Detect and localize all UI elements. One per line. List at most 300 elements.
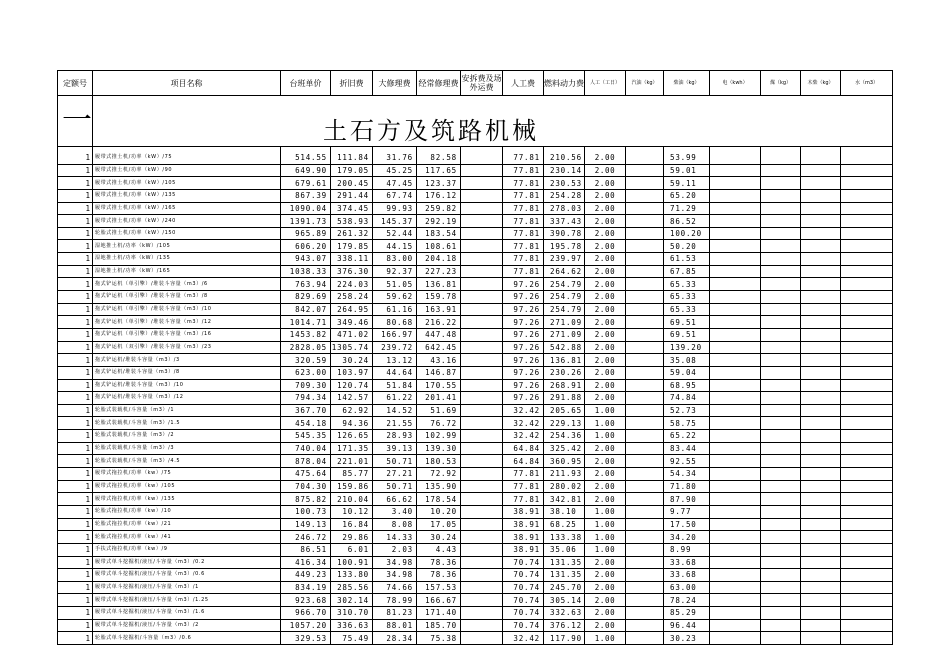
cell-wood bbox=[801, 455, 841, 468]
cell-elec bbox=[710, 366, 761, 379]
cell-gasoline bbox=[626, 278, 664, 291]
cell-diesel: 17.50 bbox=[664, 518, 710, 531]
cell-name: 拖式铲运机（单引擎）/堆装斗容量（m3）/16 bbox=[93, 328, 281, 341]
cell-install bbox=[461, 189, 503, 202]
cell-install bbox=[461, 341, 503, 354]
cell-overhaul: 51.84 bbox=[373, 379, 417, 392]
cell-elec bbox=[710, 505, 761, 518]
cell-diesel: 30.23 bbox=[664, 632, 710, 645]
cell-code: 1 bbox=[58, 468, 93, 481]
cell-overhaul: 51.05 bbox=[373, 278, 417, 291]
cell-diesel: 83.44 bbox=[664, 442, 710, 455]
cell-gasoline bbox=[626, 607, 664, 620]
cell-labor: 97.26 bbox=[503, 366, 544, 379]
cell-diesel: 52.73 bbox=[664, 404, 710, 417]
cell-labor: 97.26 bbox=[503, 341, 544, 354]
cell-repair: 642.45 bbox=[417, 341, 461, 354]
cell-labor: 77.81 bbox=[503, 240, 544, 253]
cell-price: 514.55 bbox=[281, 152, 331, 164]
header-price: 台班单价 bbox=[281, 71, 331, 96]
cell-price: 966.70 bbox=[281, 607, 331, 620]
cell-workday: 2.00 bbox=[585, 303, 626, 316]
cell-price: 763.94 bbox=[281, 278, 331, 291]
cell-workday: 2.00 bbox=[585, 366, 626, 379]
cell-install bbox=[461, 227, 503, 240]
cell-price: 1014.71 bbox=[281, 316, 331, 329]
cell-workday: 2.00 bbox=[585, 442, 626, 455]
cell-overhaul: 44.15 bbox=[373, 240, 417, 253]
cell-wood bbox=[801, 468, 841, 481]
cell-depr: 111.84 bbox=[331, 152, 373, 164]
cell-coal bbox=[761, 152, 801, 164]
cell-diesel: 58.75 bbox=[664, 417, 710, 430]
cell-overhaul: 66.62 bbox=[373, 493, 417, 506]
cell-install bbox=[461, 316, 503, 329]
cell-price: 875.82 bbox=[281, 493, 331, 506]
cell-install bbox=[461, 253, 503, 266]
cell-overhaul: 2.03 bbox=[373, 543, 417, 556]
table-row bbox=[58, 531, 893, 544]
cell-install bbox=[461, 442, 503, 455]
cell-coal bbox=[761, 366, 801, 379]
cell-name: 湿地推土机/功率（kW）/105 bbox=[93, 240, 281, 253]
cell-wood bbox=[801, 227, 841, 240]
cell-name: 履带式拖拉机/功率（kw）/75 bbox=[93, 468, 281, 481]
cell-wood bbox=[801, 291, 841, 304]
cell-water bbox=[841, 556, 893, 569]
cell-diesel: 33.68 bbox=[664, 556, 710, 569]
cell-diesel: 85.29 bbox=[664, 607, 710, 620]
cell-repair: 78.36 bbox=[417, 556, 461, 569]
cell-gasoline bbox=[626, 455, 664, 468]
cell-labor: 77.81 bbox=[503, 164, 544, 177]
section-title: 土石方及筑路机械 bbox=[93, 96, 893, 147]
cell-fuel: 210.56 bbox=[544, 152, 585, 164]
cell-water bbox=[841, 240, 893, 253]
cell-name: 轮胎式拖拉机/功率（kw）/21 bbox=[93, 518, 281, 531]
cell-repair: 4.43 bbox=[417, 543, 461, 556]
cell-diesel: 59.04 bbox=[664, 366, 710, 379]
cell-repair: 135.90 bbox=[417, 480, 461, 493]
cell-wood bbox=[801, 493, 841, 506]
cell-water bbox=[841, 177, 893, 190]
cell-fuel: 305.14 bbox=[544, 594, 585, 607]
cell-fuel: 229.13 bbox=[544, 417, 585, 430]
cell-coal bbox=[761, 442, 801, 455]
cell-price: 679.61 bbox=[281, 177, 331, 190]
cell-code: 1 bbox=[58, 328, 93, 341]
cell-overhaul: 59.62 bbox=[373, 291, 417, 304]
cell-overhaul: 78.99 bbox=[373, 594, 417, 607]
cell-code: 1 bbox=[58, 341, 93, 354]
cell-diesel: 96.44 bbox=[664, 619, 710, 632]
cell-overhaul: 47.45 bbox=[373, 177, 417, 190]
cell-name: 手扶式拖拉机/功率（kw）/9 bbox=[93, 543, 281, 556]
cell-wood bbox=[801, 480, 841, 493]
cell-code: 1 bbox=[58, 480, 93, 493]
cell-workday: 2.00 bbox=[585, 480, 626, 493]
cell-workday: 1.00 bbox=[585, 430, 626, 443]
cell-labor: 38.91 bbox=[503, 531, 544, 544]
cell-name: 履带式单斗挖掘机/液压/斗容量（m3）/2 bbox=[93, 619, 281, 632]
header-coal: 煤（kg） bbox=[761, 71, 801, 96]
cell-depr: 538.93 bbox=[331, 215, 373, 228]
cell-elec bbox=[710, 316, 761, 329]
cell-install bbox=[461, 518, 503, 531]
cell-water bbox=[841, 189, 893, 202]
cell-diesel: 8.99 bbox=[664, 543, 710, 556]
cell-price: 867.39 bbox=[281, 189, 331, 202]
cell-fuel: 35.06 bbox=[544, 543, 585, 556]
cell-price: 878.04 bbox=[281, 455, 331, 468]
cell-repair: 170.55 bbox=[417, 379, 461, 392]
cell-elec bbox=[710, 328, 761, 341]
cell-gasoline bbox=[626, 202, 664, 215]
cell-fuel: 264.62 bbox=[544, 265, 585, 278]
cell-gasoline bbox=[626, 417, 664, 430]
cell-fuel: 360.95 bbox=[544, 455, 585, 468]
cell-gasoline bbox=[626, 240, 664, 253]
cell-depr: 103.97 bbox=[331, 366, 373, 379]
cell-price: 649.90 bbox=[281, 164, 331, 177]
cell-coal bbox=[761, 227, 801, 240]
cell-gasoline bbox=[626, 493, 664, 506]
cell-repair: 136.81 bbox=[417, 278, 461, 291]
cell-water bbox=[841, 505, 893, 518]
cell-coal bbox=[761, 341, 801, 354]
cell-diesel: 34.20 bbox=[664, 531, 710, 544]
cell-depr: 179.85 bbox=[331, 240, 373, 253]
cell-workday: 2.00 bbox=[585, 253, 626, 266]
cell-gasoline bbox=[626, 265, 664, 278]
cell-workday: 1.00 bbox=[585, 632, 626, 645]
cell-depr: 376.30 bbox=[331, 265, 373, 278]
cell-depr: 310.70 bbox=[331, 607, 373, 620]
cell-gasoline bbox=[626, 253, 664, 266]
cell-water bbox=[841, 404, 893, 417]
cell-gasoline bbox=[626, 366, 664, 379]
cell-labor: 70.74 bbox=[503, 619, 544, 632]
cell-diesel: 78.24 bbox=[664, 594, 710, 607]
cell-labor: 64.84 bbox=[503, 455, 544, 468]
cell-depr: 62.92 bbox=[331, 404, 373, 417]
cell-workday: 2.00 bbox=[585, 240, 626, 253]
cell-depr: 302.14 bbox=[331, 594, 373, 607]
cell-name: 拖式铲运机/堆装斗容量（m3）/3 bbox=[93, 354, 281, 367]
cell-workday: 2.00 bbox=[585, 468, 626, 481]
cell-water bbox=[841, 341, 893, 354]
cell-name: 湿地推土机/功率（kW）/165 bbox=[93, 265, 281, 278]
cell-fuel: 205.65 bbox=[544, 404, 585, 417]
cell-name: 轮胎式单斗挖掘机/斗容量（m3）/0.6 bbox=[93, 632, 281, 645]
table-row bbox=[58, 581, 893, 594]
cell-elec bbox=[710, 253, 761, 266]
cell-depr: 94.36 bbox=[331, 417, 373, 430]
cell-overhaul: 145.37 bbox=[373, 215, 417, 228]
table-body bbox=[58, 152, 893, 644]
cell-install bbox=[461, 594, 503, 607]
cell-price: 794.34 bbox=[281, 392, 331, 405]
cell-code: 1 bbox=[58, 253, 93, 266]
cell-price: 320.59 bbox=[281, 354, 331, 367]
cell-overhaul: 92.37 bbox=[373, 265, 417, 278]
cell-gasoline bbox=[626, 581, 664, 594]
cell-price: 842.07 bbox=[281, 303, 331, 316]
cell-install bbox=[461, 291, 503, 304]
cell-name: 拖式铲运机/堆装斗容量（m3）/10 bbox=[93, 379, 281, 392]
cell-diesel: 50.20 bbox=[664, 240, 710, 253]
cell-repair: 108.61 bbox=[417, 240, 461, 253]
cell-price: 923.68 bbox=[281, 594, 331, 607]
cell-water bbox=[841, 379, 893, 392]
cell-gasoline bbox=[626, 505, 664, 518]
cell-water bbox=[841, 468, 893, 481]
cell-install bbox=[461, 468, 503, 481]
header-labor: 人工费 bbox=[503, 71, 544, 96]
header-row bbox=[58, 71, 893, 96]
cell-name: 履带式推土机/功率（kW）/90 bbox=[93, 164, 281, 177]
cell-depr: 10.12 bbox=[331, 505, 373, 518]
cell-wood bbox=[801, 341, 841, 354]
cell-price: 1391.73 bbox=[281, 215, 331, 228]
cell-workday: 2.00 bbox=[585, 265, 626, 278]
table-row bbox=[58, 253, 893, 266]
cell-workday: 2.00 bbox=[585, 164, 626, 177]
cell-fuel: 131.35 bbox=[544, 569, 585, 582]
cell-diesel: 63.00 bbox=[664, 581, 710, 594]
cell-name: 履带式单斗挖掘机/液压/斗容量（m3）/0.6 bbox=[93, 569, 281, 582]
cell-workday: 2.00 bbox=[585, 316, 626, 329]
cell-diesel: 65.20 bbox=[664, 189, 710, 202]
cell-water bbox=[841, 531, 893, 544]
cell-name: 轮胎式装载机/斗容量（m3）/4.5 bbox=[93, 455, 281, 468]
cell-gasoline bbox=[626, 354, 664, 367]
cell-code: 1 bbox=[58, 189, 93, 202]
cell-install bbox=[461, 177, 503, 190]
header-overhaul: 大修理费 bbox=[373, 71, 417, 96]
cell-overhaul: 88.01 bbox=[373, 619, 417, 632]
cell-elec bbox=[710, 430, 761, 443]
cell-depr: 179.05 bbox=[331, 164, 373, 177]
cell-name: 拖式铲运机/堆装斗容量（m3）/8 bbox=[93, 366, 281, 379]
cell-repair: 159.78 bbox=[417, 291, 461, 304]
cell-fuel: 271.09 bbox=[544, 328, 585, 341]
cell-diesel: 100.20 bbox=[664, 227, 710, 240]
table-row bbox=[58, 240, 893, 253]
cell-coal bbox=[761, 430, 801, 443]
cell-coal bbox=[761, 531, 801, 544]
cell-elec bbox=[710, 556, 761, 569]
cell-name: 轮胎式拖拉机/功率（kw）/10 bbox=[93, 505, 281, 518]
cell-name: 拖式铲运机/堆装斗容量（m3）/12 bbox=[93, 392, 281, 405]
cell-workday: 2.00 bbox=[585, 202, 626, 215]
cell-repair: 166.67 bbox=[417, 594, 461, 607]
cell-depr: 471.02 bbox=[331, 328, 373, 341]
cell-water bbox=[841, 480, 893, 493]
cell-overhaul: 44.64 bbox=[373, 366, 417, 379]
cell-water bbox=[841, 202, 893, 215]
cell-overhaul: 166.97 bbox=[373, 328, 417, 341]
cell-coal bbox=[761, 594, 801, 607]
cell-gasoline bbox=[626, 227, 664, 240]
cell-labor: 97.26 bbox=[503, 354, 544, 367]
cell-wood bbox=[801, 442, 841, 455]
header-gasoline: 汽油（kg） bbox=[626, 71, 664, 96]
cell-elec bbox=[710, 215, 761, 228]
cell-elec bbox=[710, 379, 761, 392]
cell-install bbox=[461, 278, 503, 291]
cell-workday: 2.00 bbox=[585, 177, 626, 190]
cell-workday: 2.00 bbox=[585, 594, 626, 607]
cell-diesel: 71.80 bbox=[664, 480, 710, 493]
cell-workday: 2.00 bbox=[585, 278, 626, 291]
cell-labor: 70.74 bbox=[503, 594, 544, 607]
cell-code: 1 bbox=[58, 531, 93, 544]
cell-water bbox=[841, 253, 893, 266]
table-row bbox=[58, 543, 893, 556]
table-row bbox=[58, 152, 893, 164]
cell-repair: 139.30 bbox=[417, 442, 461, 455]
cell-water bbox=[841, 278, 893, 291]
cell-repair: 30.24 bbox=[417, 531, 461, 544]
cell-water bbox=[841, 215, 893, 228]
cell-code: 1 bbox=[58, 240, 93, 253]
cell-install bbox=[461, 392, 503, 405]
table-row bbox=[58, 607, 893, 620]
cell-overhaul: 27.21 bbox=[373, 468, 417, 481]
cell-name: 轮胎式装载机/斗容量（m3）/3 bbox=[93, 442, 281, 455]
cell-wood bbox=[801, 202, 841, 215]
cell-install bbox=[461, 607, 503, 620]
cell-workday: 2.00 bbox=[585, 215, 626, 228]
cell-repair: 123.37 bbox=[417, 177, 461, 190]
cell-elec bbox=[710, 240, 761, 253]
cell-wood bbox=[801, 505, 841, 518]
cell-fuel: 376.12 bbox=[544, 619, 585, 632]
cell-gasoline bbox=[626, 152, 664, 164]
cell-fuel: 245.70 bbox=[544, 581, 585, 594]
cell-overhaul: 50.71 bbox=[373, 455, 417, 468]
table-row bbox=[58, 455, 893, 468]
cell-labor: 77.81 bbox=[503, 202, 544, 215]
table-row bbox=[58, 328, 893, 341]
table-row bbox=[58, 404, 893, 417]
cell-price: 965.89 bbox=[281, 227, 331, 240]
table-row bbox=[58, 505, 893, 518]
cell-fuel: 291.88 bbox=[544, 392, 585, 405]
cell-coal bbox=[761, 480, 801, 493]
cell-code: 1 bbox=[58, 556, 93, 569]
header-install: 安拆费及场外运费 bbox=[461, 71, 503, 96]
cell-install bbox=[461, 202, 503, 215]
cell-wood bbox=[801, 417, 841, 430]
cell-depr: 285.56 bbox=[331, 581, 373, 594]
cell-workday: 2.00 bbox=[585, 341, 626, 354]
table-row bbox=[58, 442, 893, 455]
cell-repair: 76.72 bbox=[417, 417, 461, 430]
cell-coal bbox=[761, 316, 801, 329]
cell-wood bbox=[801, 265, 841, 278]
table-row bbox=[58, 202, 893, 215]
header-repair: 经常修理费 bbox=[417, 71, 461, 96]
cell-fuel: 342.81 bbox=[544, 493, 585, 506]
cell-install bbox=[461, 417, 503, 430]
cell-coal bbox=[761, 607, 801, 620]
cell-fuel: 390.78 bbox=[544, 227, 585, 240]
cell-code: 1 bbox=[58, 417, 93, 430]
table-row bbox=[58, 430, 893, 443]
cell-fuel: 230.26 bbox=[544, 366, 585, 379]
cell-elec bbox=[710, 468, 761, 481]
cell-repair: 43.16 bbox=[417, 354, 461, 367]
cell-gasoline bbox=[626, 404, 664, 417]
cell-coal bbox=[761, 493, 801, 506]
cell-install bbox=[461, 404, 503, 417]
cell-fuel: 325.42 bbox=[544, 442, 585, 455]
cell-labor: 77.81 bbox=[503, 215, 544, 228]
cell-elec bbox=[710, 404, 761, 417]
header-name: 项目名称 bbox=[93, 71, 281, 96]
cell-name: 履带式推土机/功率（kW）/135 bbox=[93, 189, 281, 202]
cell-water bbox=[841, 430, 893, 443]
cell-price: 1453.82 bbox=[281, 328, 331, 341]
cell-depr: 75.49 bbox=[331, 632, 373, 645]
cell-wood bbox=[801, 619, 841, 632]
cell-elec bbox=[710, 417, 761, 430]
cell-install bbox=[461, 493, 503, 506]
cell-code: 1 bbox=[58, 164, 93, 177]
cell-elec bbox=[710, 392, 761, 405]
cell-depr: 338.11 bbox=[331, 253, 373, 266]
cell-diesel: 65.22 bbox=[664, 430, 710, 443]
cell-repair: 227.23 bbox=[417, 265, 461, 278]
cell-price: 740.04 bbox=[281, 442, 331, 455]
cell-price: 149.13 bbox=[281, 518, 331, 531]
cell-code: 1 bbox=[58, 442, 93, 455]
cell-workday: 2.00 bbox=[585, 493, 626, 506]
cell-wood bbox=[801, 632, 841, 645]
cell-code: 1 bbox=[58, 619, 93, 632]
cell-wood bbox=[801, 404, 841, 417]
table-row bbox=[58, 480, 893, 493]
cell-depr: 221.01 bbox=[331, 455, 373, 468]
table-row bbox=[58, 291, 893, 304]
table-row bbox=[58, 632, 893, 645]
cell-water bbox=[841, 303, 893, 316]
header-diesel: 柴油（kg） bbox=[664, 71, 710, 96]
cell-wood bbox=[801, 379, 841, 392]
cell-gasoline bbox=[626, 480, 664, 493]
cell-elec bbox=[710, 164, 761, 177]
cell-wood bbox=[801, 278, 841, 291]
cell-code: 1 bbox=[58, 379, 93, 392]
cell-labor: 70.74 bbox=[503, 556, 544, 569]
cell-repair: 10.20 bbox=[417, 505, 461, 518]
cell-labor: 77.81 bbox=[503, 480, 544, 493]
cell-water bbox=[841, 164, 893, 177]
cell-gasoline bbox=[626, 177, 664, 190]
cell-labor: 77.81 bbox=[503, 189, 544, 202]
cell-water bbox=[841, 442, 893, 455]
cell-overhaul: 45.25 bbox=[373, 164, 417, 177]
cell-coal bbox=[761, 404, 801, 417]
cell-gasoline bbox=[626, 291, 664, 304]
table-row bbox=[58, 278, 893, 291]
cell-coal bbox=[761, 581, 801, 594]
table-row bbox=[58, 341, 893, 354]
table-row bbox=[58, 417, 893, 430]
cell-diesel: 33.68 bbox=[664, 569, 710, 582]
